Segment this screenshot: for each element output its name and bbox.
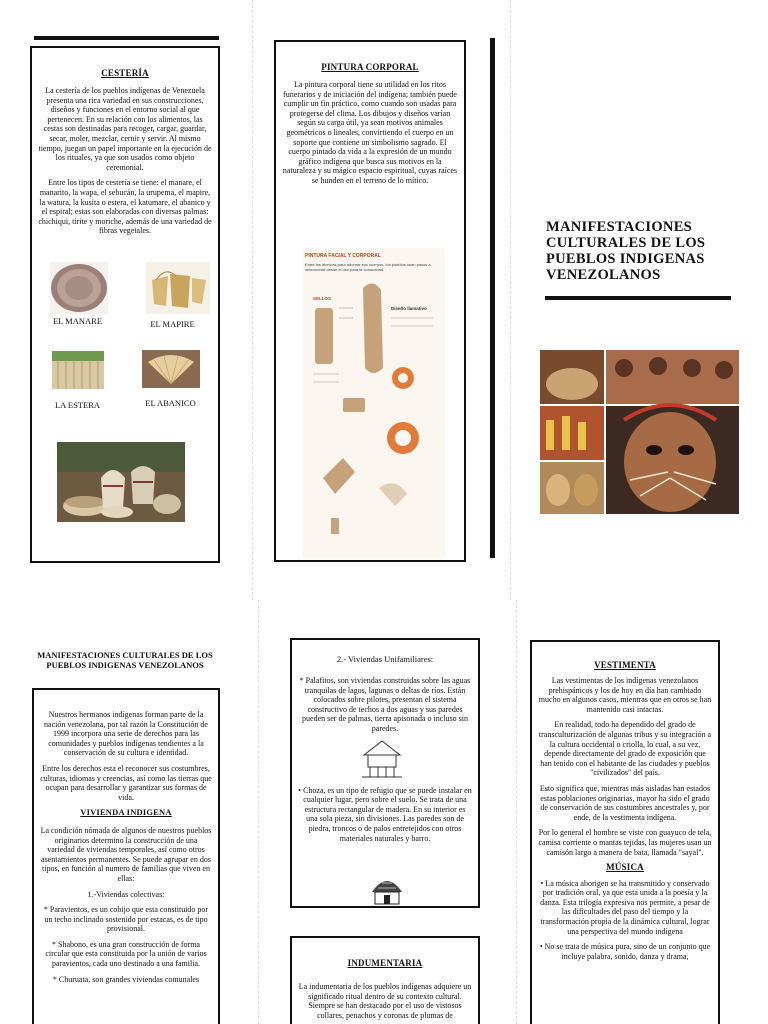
intro-paragraph-1: Nuestros hermanos indígenas forman parte de la nación venezolana, por tal razón la Constitución de 1999 incorpora una serie de derechos para las comunidades y pueblos indígenas tendientes a la conservación de su cultura e identidad. [44,710,208,758]
manare-basket-image [50,262,108,314]
fold-line [252,0,253,600]
mapire-basket-image [146,262,210,314]
pottery-baskets-image [57,442,185,522]
fold-line [516,600,517,1024]
vestimenta-panel [530,640,720,1024]
infographic-sellos: SELLOS [313,296,332,301]
intro-title: MANIFESTACIONES CULTURALES DE LOS PUEBLOS INDIGENAS VENEZOLANOS [37,650,213,670]
vestimenta-paragraph-3: Esto significa que, mientras más aisladas han estados estas poblaciones originarias, mayor ha sido el grado de conservación de sus costumbres ancestrales y, por ende, de la vestimenta indígena. [539,783,711,822]
pintura-paragraph-1: La pintura corporal tiene su utilidad en los ritos funerarios y de iniciación del indígena; también puede cumplir un fin práctico, como cuando son usadas para protegerse del clima. Los dibujos y diseños varían según su carga útil, ya sean motivos animales geométricos o lineales, convirtiendo el cuerpo en un soporte que contiene un simbolismo sagrado. El cuerpo pintado da vida a la expresión de un mundo gráfico indígena que busca sus motivos en la naturaleza y su mágico espacio espiritual, cuyas raíces se hunden en el terreno de lo mítico. [282,80,458,185]
intro-panel [32,688,220,1024]
abanico-fan-image [142,350,200,388]
abanico-label: EL ABANICO [145,398,196,408]
manare-label: EL MANARE [52,316,103,326]
body-paint-infographic [303,248,445,558]
cover-collage-image [540,350,739,514]
intro-paragraph-4: 1.-Viviendas colectivas: [87,889,165,899]
vestimenta-paragraph-4: Por lo general el hombre se viste con guayuco de tela, camisa corriente o mantas tejidas, las mujeres usan un camisón largo a manera de bata, llamada "sayal". [538,828,712,857]
palafitos-text: * Palafitos, son viviendas construidas sobre las aguas tranquilas de lagos, lagunas o deltas de ríos. Están colocados sobre pilotes, presentan el sistema constructivo de techos a dos aguas y sus paredes pueden ser de palmas, tierra apisonada o incluso sin paredes. [299,676,471,733]
infographic-intro: Entre las técnicas para adornar sus cuerpos, los pueblos usan pasos a seleccionar desde el uso para la comunidad. [305,262,431,272]
vestimenta-paragraph-2: En realidad, todo ha dependido del grado de transculturización de algunas tribus y su integración a la cultura occidental o criolla, lo cual, a su vez, depende directamente del grado de exposición que han tenido con el habitante de las ciudades y pueblos "civilizados" del país. [538,720,712,778]
vestimenta-title: VESTIMENTA [594,660,656,670]
infographic-disenos: Diseño llamativo [391,306,427,311]
vestimenta-paragraph-1: Las vestimentas de los indígenas venezolanos prehispánicos y los de hoy en día han cambiado mucho en algunos casos, mientras que en otros se han mantenido casi intactas. [538,676,712,714]
top-rule [34,36,219,40]
intro-paragraph-3: La condición nómada de algunos de nuestros pueblos originarios determino la construcción de una variedad de viviendas temporales, así como otros asentamientos permanentes. Se puede agrupar en dos tipos, en función al numero de familias que viven en ellas: [40,825,212,883]
pintura-text [282,80,458,186]
mapire-label: EL MAPIRE [150,319,195,329]
musica-paragraph-2: • No se trata de música pura, sino de un conjunto que incluye palabra, sonido, danza y drama, [539,942,711,961]
cover-rule [545,296,731,300]
choza-text: • Choza, es un tipo de refugio que se puede instalar en cualquier lugar, pero sobre el suelo. Se trata de una estructura rectangular de madera. En su interior es una sola pieza, sin divisiones. Las paredes son de piedra, troncos o de palos entretejidos con otros materiales naturales y barro. [298,785,472,843]
pintura-title: PINTURA CORPORAL [321,62,419,72]
intro-text [40,710,212,984]
palafito-drawing [358,737,406,781]
intro-paragraph-7: * Churuata, son grandes viviendas comunales [52,974,200,984]
estera-label: LA ESTERA [54,400,101,410]
vivienda-title: VIVIENDA INDIGENA [80,807,172,818]
cesteria-title: CESTERÍA [101,68,149,78]
cesteria-paragraph-1: La cestería de los pueblos indígenas de Venezuela presenta una rica variedad en sus construcciones, diseños y funciones en el entorno social al que pertenecen. En su relación con los alimentos, las cestas son destinadas para recoger, cargar, guardar, secar, moler, mezclar, cernir y servir. Al mismo tiempo, juegan un papel importante en la ejecución de los rituales, ya que son usados como objeto ceremonial. [38,86,212,172]
choza-hut-icon [370,874,404,906]
vestimenta-text [538,676,712,961]
indumentaria-title: INDUMENTARIA [347,958,423,968]
unifamiliares-title: 2.- Viviendas Unifamiliares: [336,654,434,664]
cesteria-text [38,86,212,236]
intro-paragraph-2: Entre los derechos esta el reconocer sus costumbres, culturas, idiomas y creencias, así como las tierras que ocupan para desarrollar y garantizar sus formas de vida. [40,763,212,802]
cover-title: MANIFESTACIONES CULTURALES DE LOS PUEBLOS INDIGENAS VENEZOLANOS [546,219,706,283]
estera-mat-image [52,351,104,389]
intro-paragraph-5: * Paravientos, es un cobijo que esta constituido por un techo inclinado sostenido por estacas, es de tipo provisional. [43,905,209,934]
fold-line [258,600,259,1024]
intro-paragraph-6: * Shabono, es una gran construcción de forma circular que esta constituida por la unión de varios paravientos, cada uno destinado a una familia. [45,939,207,969]
indumentaria-text: La indumentaria de los pueblos indígenas adquiere un significado ritual dentro de su contexto cultural. Siempre se han destacado por el uso de vistosos collares, penachos y coronas de plumas de [298,982,472,1020]
musica-title: MÚSICA [606,862,644,873]
musica-paragraph-1: • La música aborigen se ha transmitido y conservado por tradición oral, ya que esta unida a la poesía y la danza. Esta trilogía expresiva nos permite, a pesar de las dificultades del paso del tiempo y la transformación propia de la dinámica cultural, lograr una perspectiva del mundo indígena [540,878,710,936]
cesteria-paragraph-2: Entre los tipos de cestería se tiene: el manare, el manarito, la wapa, el sebucán, la urupema, el mapire, la watura, la kusita o estera, el katumare, el abanico y el espiral; estas son elaboradas con diversas palmas: chichiqui, tirite y moriche, además de una variedad de fibras vegetales. [38,178,212,236]
fold-line [510,0,511,600]
indumentaria-panel [290,936,480,1024]
infographic-title: PINTURA FACIAL Y CORPORAL [305,253,381,259]
vertical-rule [490,38,495,558]
